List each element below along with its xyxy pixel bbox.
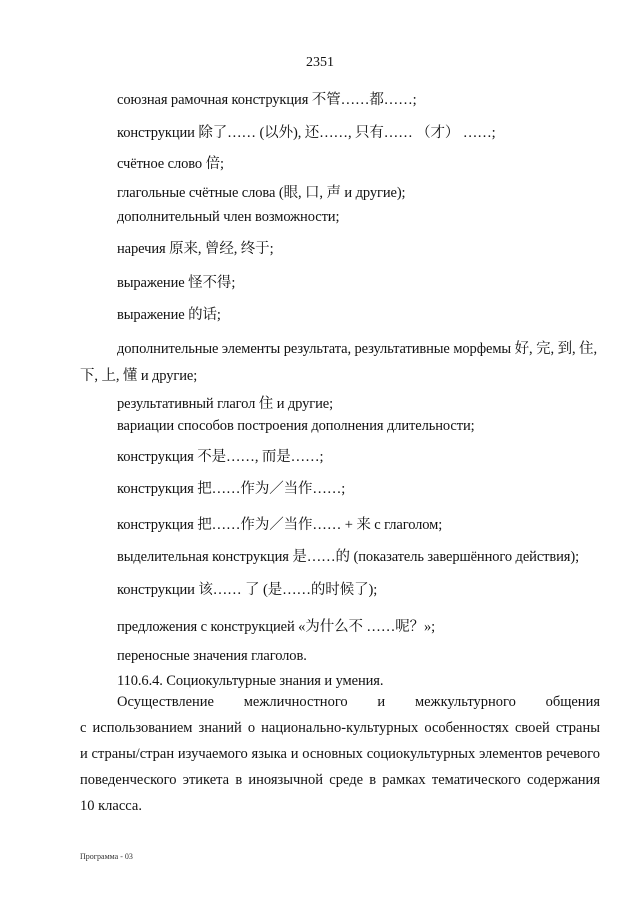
list-item: союзная рамочная конструкция 不管……都……; <box>117 92 417 108</box>
list-item: конструкции 该…… 了 (是……的时候了); <box>117 582 378 598</box>
list-item: конструкция 不是……, 而是……; <box>117 449 324 465</box>
list-item: переносные значения глаголов. <box>117 648 307 664</box>
list-item: счётное слово 倍; <box>117 156 224 172</box>
section-heading: 110.6.4. Социокультурные знания и умения. <box>117 673 384 689</box>
paragraph-line: и страны/стран изучаемого языка и основных социокультурных элементов речевого <box>80 746 600 762</box>
list-item: наречия 原来, 曾经, 终于; <box>117 241 274 257</box>
list-item: дополнительный член возможности; <box>117 209 340 225</box>
paragraph-line: поведенческого этикета в иноязычной среде в рамках тематического содержания <box>80 772 600 788</box>
list-item: конструкция 把……作为／当作……; <box>117 481 346 497</box>
page-number: 2351 <box>306 55 334 70</box>
list-item: дополнительные элементы результата, результативные морфемы 好, 完, 到, 住, <box>117 341 597 357</box>
list-item: 下, 上, 懂 и другие; <box>80 368 198 384</box>
list-item: результативный глагол 住 и другие; <box>117 396 334 412</box>
list-item: предложения с конструкцией «为什么不 ……呢？»; <box>117 619 436 635</box>
list-item: конструкция 把……作为／当作…… + 来 с глаголом; <box>117 517 443 533</box>
list-item: вариации способов построения дополнения длительности; <box>117 418 475 434</box>
list-item: конструкции 除了…… (以外), 还……, 只有…… （才） ……; <box>117 125 496 141</box>
list-item: выделительная конструкция 是……的 (показатель завершённого действия); <box>117 549 580 565</box>
list-item: выражение 的话; <box>117 307 221 323</box>
list-item: глагольные счётные слова (眼, 口, 声 и другие); <box>117 185 406 201</box>
paragraph-line: Осуществление межличностного и межкультурного общения <box>117 694 600 710</box>
list-item: выражение 怪不得; <box>117 275 236 291</box>
paragraph-line: с использованием знаний о национально-культурных особенностях своей страны <box>80 720 600 736</box>
paragraph-line: 10 класса. <box>80 798 142 814</box>
page-footer: Программа - 03 <box>80 852 133 861</box>
